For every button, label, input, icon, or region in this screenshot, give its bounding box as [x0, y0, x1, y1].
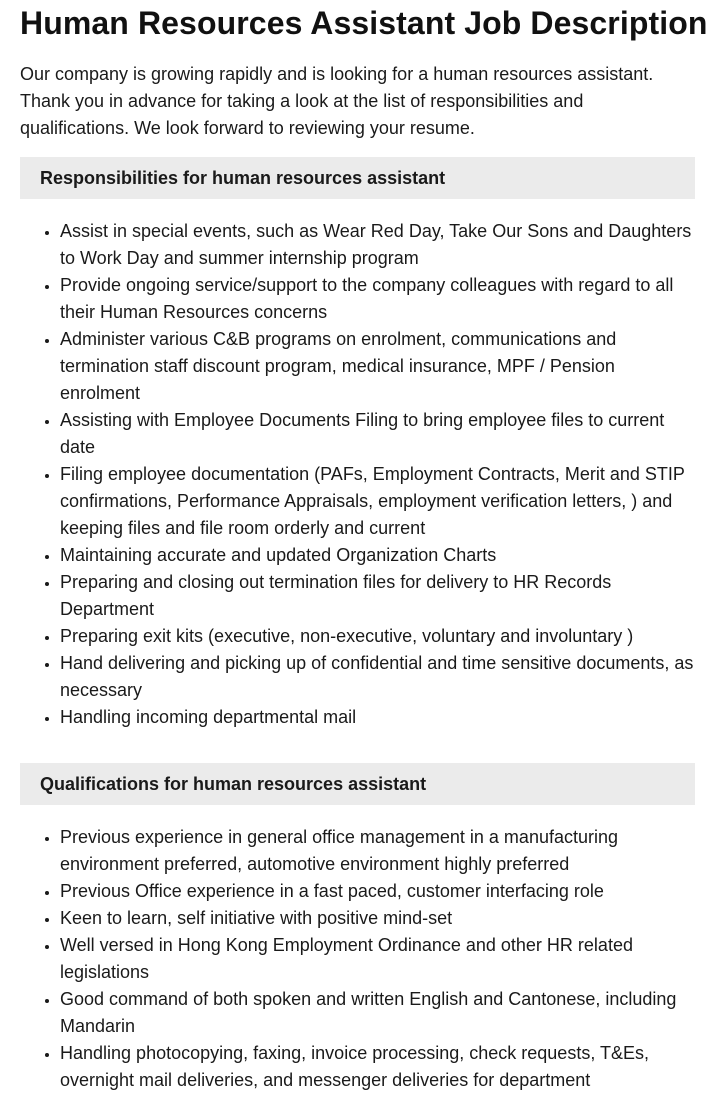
list-item: • Handling photocopying, faxing, invoice processing, check requests, T&Es, overnight mail deliveries, and messenger deliveries for department: [60, 1040, 695, 1094]
list-item: • Preparing exit kits (executive, non-executive, voluntary and involuntary ): [60, 623, 695, 650]
list-item: • Filing employee documentation (PAFs, Employment Contracts, Merit and STIP confirmations, Performance Appraisals, employment verification letters, ) and keeping files and file room orderly and current: [60, 461, 695, 542]
list-item: • Previous Office experience in a fast paced, customer interfacing role: [60, 878, 695, 905]
page-title: Human Resources Assistant Job Description: [20, 5, 708, 41]
list-item: • Hand delivering and picking up of confidential and time sensitive documents, as necessary: [60, 650, 695, 704]
responsibilities-list: [20, 218, 695, 731]
section-spacer: [20, 731, 695, 748]
list-item: • Provide ongoing service/support to the company colleagues with regard to all their Human Resources concerns: [60, 272, 695, 326]
list-item: • Assist in special events, such as Wear Red Day, Take Our Sons and Daughters to Work Day and summer internship program: [60, 218, 695, 272]
list-item: • Good command of both spoken and written English and Cantonese, including Mandarin: [60, 986, 695, 1040]
list-item: • Assisting with Employee Documents Filing to bring employee files to current date: [60, 407, 695, 461]
list-item: • Administer various C&B programs on enrolment, communications and termination staff discount program, medical insurance, MPF / Pension enrolment: [60, 326, 695, 407]
responsibilities-heading: Responsibilities for human resources assistant: [20, 157, 695, 199]
qualifications-list: [20, 824, 695, 1094]
list-item: • Handling incoming departmental mail: [60, 704, 695, 731]
list-item: • Maintaining accurate and updated Organization Charts: [60, 542, 695, 569]
list-item: • Well versed in Hong Kong Employment Ordinance and other HR related legislations: [60, 932, 695, 986]
qualifications-heading: Qualifications for human resources assistant: [20, 763, 695, 805]
list-item: • Keen to learn, self initiative with positive mind-set: [60, 905, 695, 932]
intro-paragraph: Our company is growing rapidly and is looking for a human resources assistant. Thank you in advance for taking a look at the list of responsibilities and qualifications. We look forward to reviewing your resume.: [20, 64, 654, 138]
list-item: • Preparing and closing out termination files for delivery to HR Records Department: [60, 569, 695, 623]
list-item: • Previous experience in general office management in a manufacturing environment preferred, automotive environment highly preferred: [60, 824, 695, 878]
